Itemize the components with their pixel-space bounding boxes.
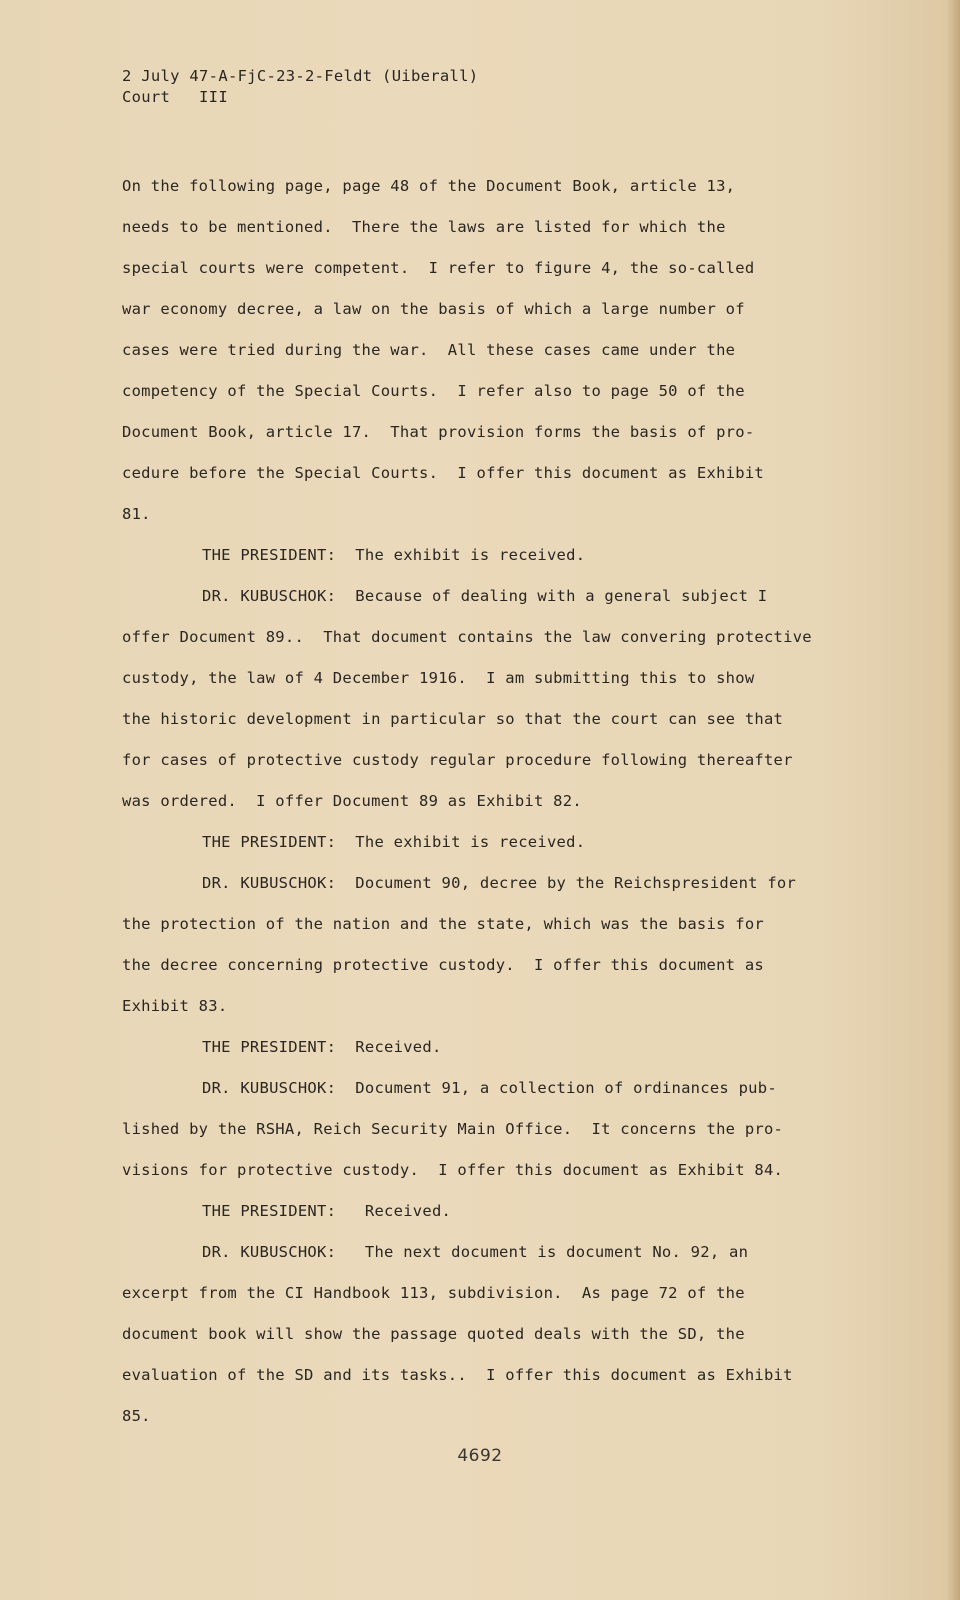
transcript-line: 85.	[122, 1407, 151, 1425]
transcript-line: special courts were competent. I refer to figure 4, the so-called	[122, 259, 755, 277]
transcript-line: Exhibit 83.	[122, 997, 228, 1015]
transcript-line: custody, the law of 4 December 1916. I am submitting this to show	[122, 669, 755, 687]
transcript-line: document book will show the passage quoted deals with the SD, the	[122, 1325, 745, 1343]
transcript-line: offer Document 89.. That document contains the law convering protective	[122, 628, 812, 646]
transcript-line: DR. KUBUSCHOK: The next document is document No. 92, an	[202, 1243, 749, 1261]
transcript-line: needs to be mentioned. There the laws are listed for which the	[122, 218, 726, 236]
transcript-line: cases were tried during the war. All these cases came under the	[122, 341, 736, 359]
transcript-line: competency of the Special Courts. I refer also to page 50 of the	[122, 382, 745, 400]
transcript-line: visions for protective custody. I offer this document as Exhibit 84.	[122, 1161, 784, 1179]
transcript-line: excerpt from the CI Handbook 113, subdivision. As page 72 of the	[122, 1284, 745, 1302]
transcript-line: DR. KUBUSCHOK: Because of dealing with a general subject I	[202, 587, 768, 605]
transcript-line: THE PRESIDENT: The exhibit is received.	[202, 833, 586, 851]
header-reference-line: 2 July 47-A-FjC-23-2-Feldt (Uiberall)	[122, 67, 479, 85]
transcript-line: On the following page, page 48 of the Document Book, article 13,	[122, 177, 736, 195]
transcript-line: lished by the RSHA, Reich Security Main Office. It concerns the pro-	[122, 1120, 784, 1138]
document-header	[122, 66, 478, 108]
transcript-line: the protection of the nation and the state, which was the basis for	[122, 915, 764, 933]
transcript-line: DR. KUBUSCHOK: Document 91, a collection of ordinances pub-	[202, 1079, 777, 1097]
transcript-line: for cases of protective custody regular procedure following thereafter	[122, 751, 793, 769]
header-court-line: Court III	[122, 88, 228, 106]
page-edge-shadow	[946, 0, 960, 1600]
transcript-line: war economy decree, a law on the basis of which a large number of	[122, 300, 745, 318]
transcript-line: 81.	[122, 505, 151, 523]
transcript-line: THE PRESIDENT: Received.	[202, 1202, 452, 1220]
transcript-body	[122, 166, 862, 1437]
transcript-line: the decree concerning protective custody. I offer this document as	[122, 956, 764, 974]
transcript-line: DR. KUBUSCHOK: Document 90, decree by the Reichspresident for	[202, 874, 797, 892]
transcript-line: THE PRESIDENT: The exhibit is received.	[202, 546, 586, 564]
transcript-line: the historic development in particular so that the court can see that	[122, 710, 784, 728]
transcript-line: was ordered. I offer Document 89 as Exhibit 82.	[122, 792, 582, 810]
transcript-line: cedure before the Special Courts. I offer this document as Exhibit	[122, 464, 764, 482]
transcript-line: THE PRESIDENT: Received.	[202, 1038, 442, 1056]
page-number: 4692	[457, 1446, 503, 1466]
transcript-line: Document Book, article 17. That provision forms the basis of pro-	[122, 423, 755, 441]
transcript-line: evaluation of the SD and its tasks.. I offer this document as Exhibit	[122, 1366, 793, 1384]
